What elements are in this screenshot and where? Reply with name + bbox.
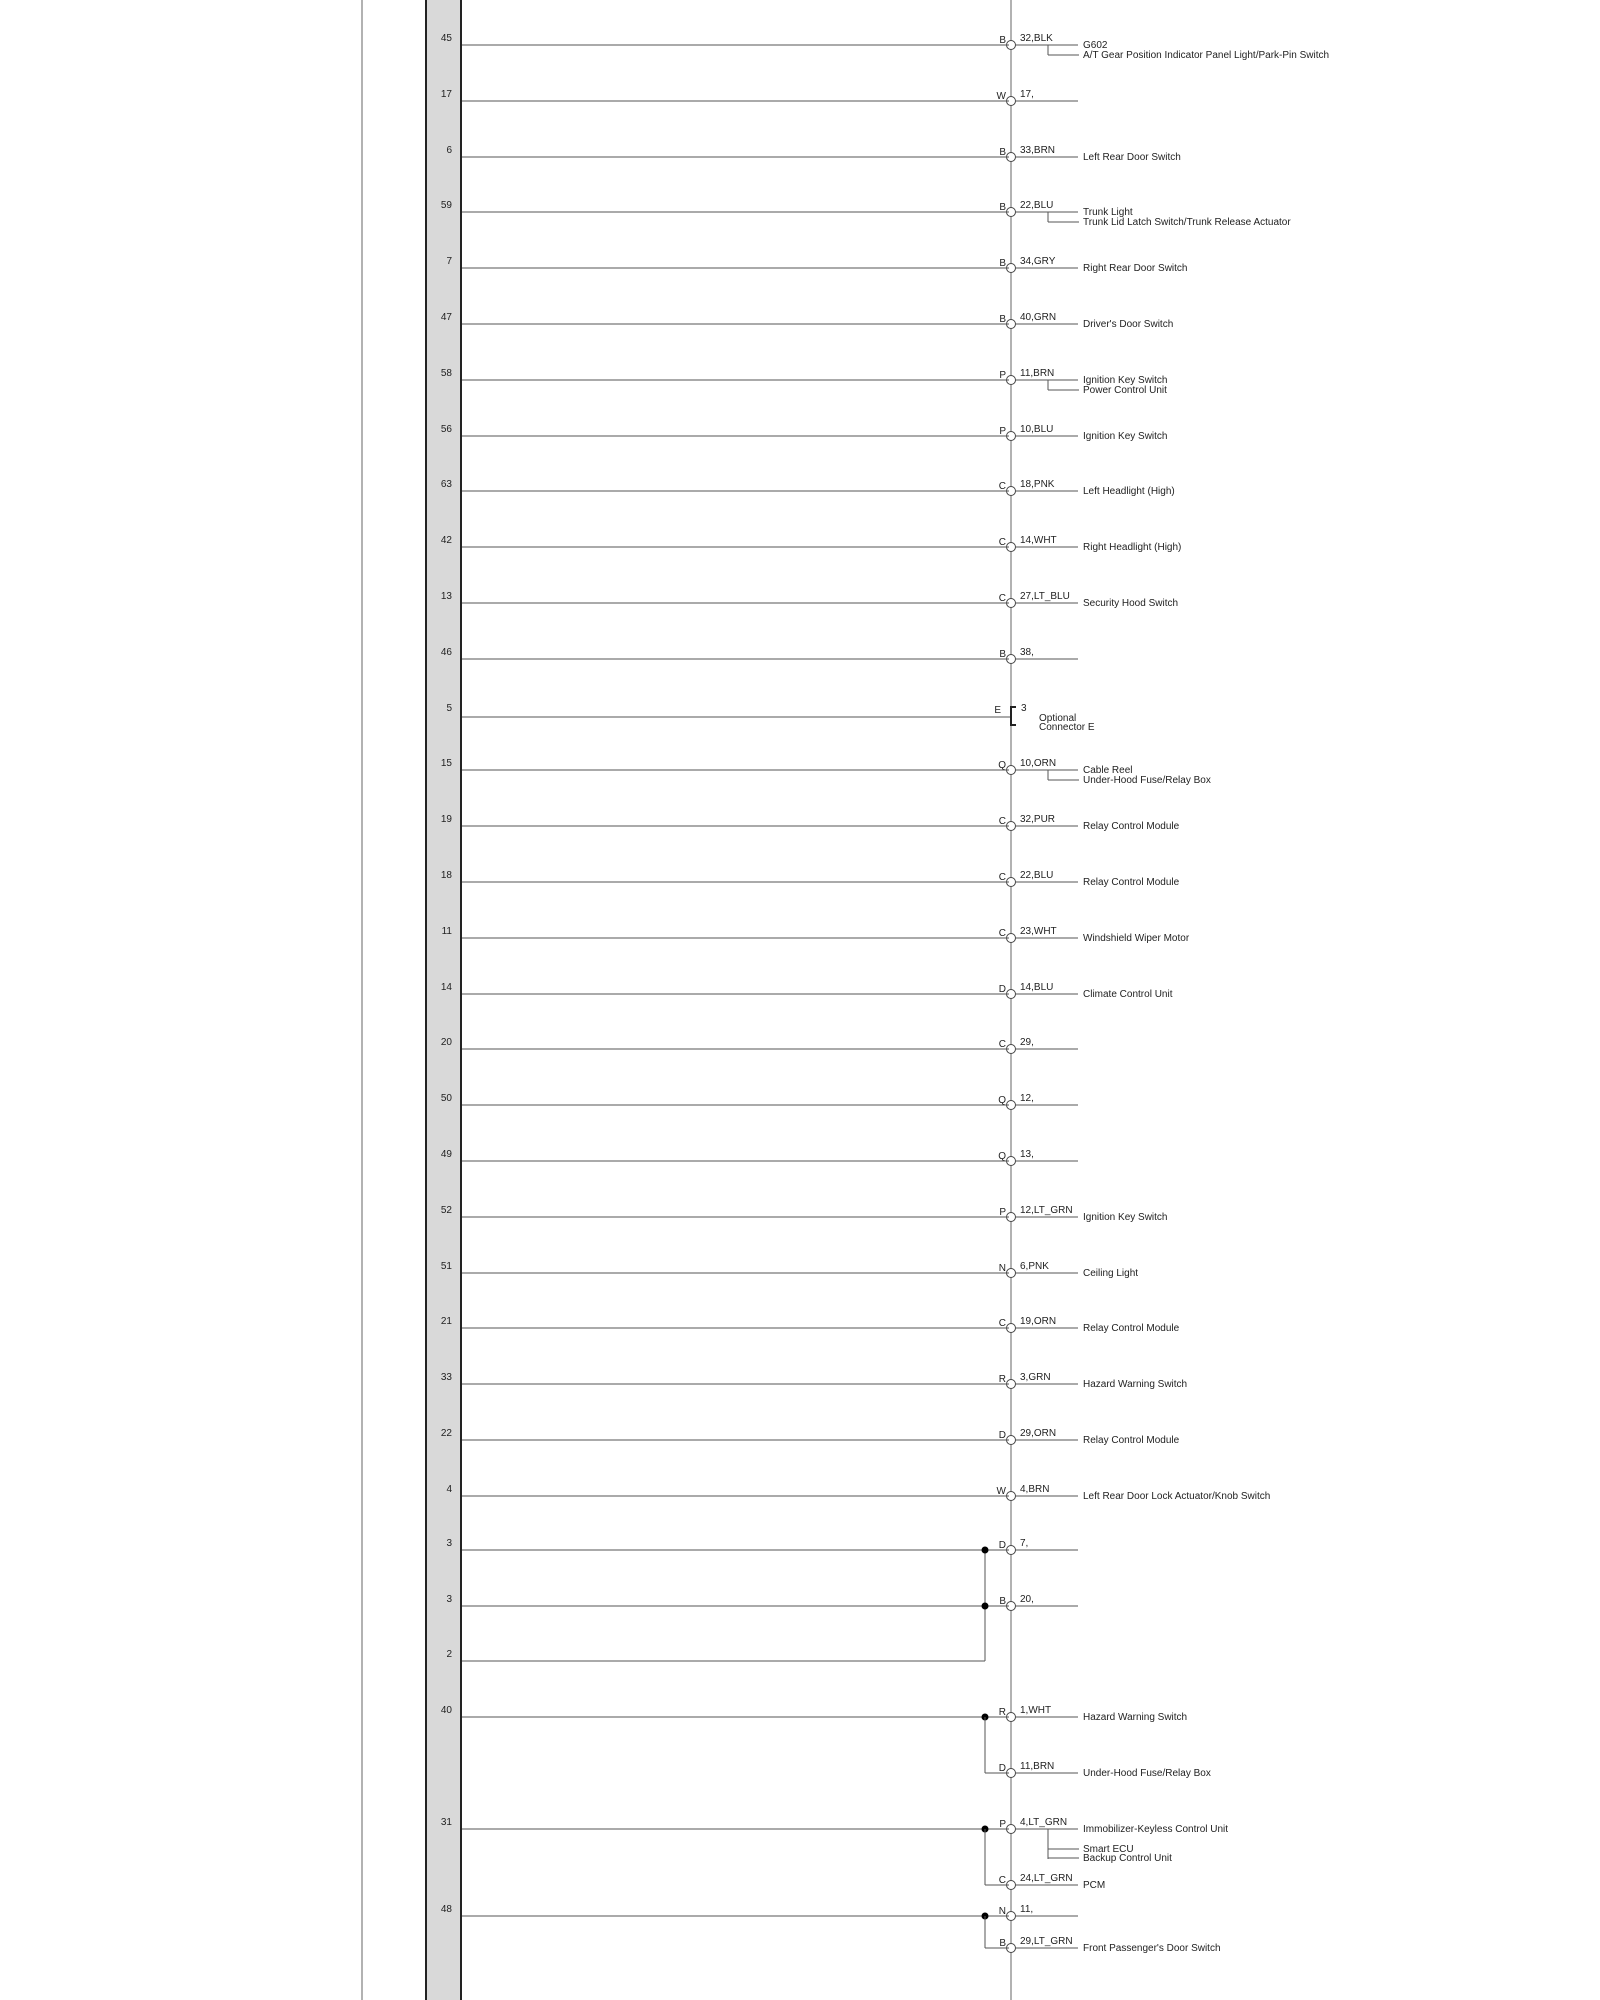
pin-number: 47 xyxy=(440,312,452,323)
connector-letter: B xyxy=(999,314,1006,325)
connector-letter: B xyxy=(999,649,1006,660)
connector-pin-color: 33,BRN xyxy=(1020,145,1056,156)
connector-letter: Q xyxy=(998,1095,1006,1106)
destination-label: Smart ECU xyxy=(1083,1844,1134,1855)
connector-pin-color: 22,BLU xyxy=(1020,870,1054,881)
destination-label: Under-Hood Fuse/Relay Box xyxy=(1083,775,1211,786)
connector-letter: B xyxy=(999,35,1006,46)
pin-number: 46 xyxy=(440,647,452,658)
pin-number: 17 xyxy=(440,89,452,100)
destination-label: Security Hood Switch xyxy=(1083,598,1179,609)
connector-pin-color: 3,GRN xyxy=(1020,1372,1051,1383)
pin-number: 5 xyxy=(446,703,452,714)
connector-letter: C xyxy=(998,816,1006,827)
connector-pin-color: 11,BRN xyxy=(1020,368,1055,379)
destination-label: Immobilizer-Keyless Control Unit xyxy=(1083,1824,1229,1835)
pin-number: 14 xyxy=(440,982,452,993)
destination-label: Left Rear Door Switch xyxy=(1083,152,1181,163)
destination-label: Left Headlight (High) xyxy=(1083,486,1175,497)
destination-label: Connector E xyxy=(1039,722,1095,733)
connector-pin-color: 1,WHT xyxy=(1020,1705,1052,1716)
connector-pin-color: 22,BLU xyxy=(1020,200,1054,211)
connector-letter: P xyxy=(999,1819,1006,1830)
connector-pin-color: 3 xyxy=(1021,703,1027,714)
destination-label: PCM xyxy=(1083,1880,1106,1891)
connector-pin-color: 23,WHT xyxy=(1020,926,1057,937)
destination-label: Trunk Light xyxy=(1083,207,1133,218)
connector-pin-color: 34,GRY xyxy=(1020,256,1056,267)
pin-number: 52 xyxy=(440,1205,452,1216)
connector-letter: D xyxy=(998,1540,1006,1551)
pin-number: 42 xyxy=(440,535,452,546)
connector-pin-color: 29,ORN xyxy=(1020,1428,1057,1439)
destination-label: Hazard Warning Switch xyxy=(1083,1379,1188,1390)
connector-pin-color: 11, xyxy=(1020,1904,1034,1915)
connector-letter: C xyxy=(998,481,1006,492)
connector-pin-color: 12,LT_GRN xyxy=(1020,1205,1073,1216)
pin-number: 49 xyxy=(440,1149,452,1160)
connector-letter: E xyxy=(994,705,1001,716)
destination-label: Relay Control Module xyxy=(1083,1435,1180,1446)
destination-label: Left Rear Door Lock Actuator/Knob Switch xyxy=(1083,1491,1271,1502)
destination-label: Ignition Key Switch xyxy=(1083,1212,1168,1223)
connector-pin-color: 32,PUR xyxy=(1020,814,1056,825)
connector-pin-color: 18,PNK xyxy=(1020,479,1055,490)
pin-number: 4 xyxy=(446,1484,452,1495)
destination-label: Ceiling Light xyxy=(1083,1268,1139,1279)
pin-number: 51 xyxy=(440,1261,452,1272)
connector-letter: N xyxy=(998,1263,1006,1274)
connector-pin-color: 17, xyxy=(1020,89,1034,100)
destination-label: Relay Control Module xyxy=(1083,877,1180,888)
connector-letter: D xyxy=(998,1430,1006,1441)
connector-pin-color: 27,LT_BLU xyxy=(1020,591,1070,602)
pin-number: 19 xyxy=(440,814,452,825)
connector-letter: C xyxy=(998,928,1006,939)
destination-label: Windshield Wiper Motor xyxy=(1083,933,1190,944)
optional-bracket xyxy=(1011,707,1016,725)
pin-number: 40 xyxy=(440,1705,452,1716)
connector-pin-color: 40,GRN xyxy=(1020,312,1057,323)
connector-pin-color: 13, xyxy=(1020,1149,1034,1160)
connector-pin-color: 6,PNK xyxy=(1020,1261,1049,1272)
destination-label: Cable Reel xyxy=(1083,765,1133,776)
splice-dot xyxy=(982,1547,989,1554)
connector-pin-color: 10,ORN xyxy=(1020,758,1057,769)
splice-dot xyxy=(982,1603,989,1610)
pin-number: 33 xyxy=(440,1372,452,1383)
pin-number: 63 xyxy=(440,479,452,490)
connector-pin-color: 29,LT_GRN xyxy=(1020,1936,1073,1947)
connector-letter: C xyxy=(998,1318,1006,1329)
pin-number: 50 xyxy=(440,1093,452,1104)
pin-number: 15 xyxy=(440,758,452,769)
connector-pin-color: 20, xyxy=(1020,1594,1034,1605)
destination-label: Front Passenger's Door Switch xyxy=(1083,1943,1221,1954)
control-unit-body xyxy=(426,0,461,2000)
pin-number: 21 xyxy=(440,1316,452,1327)
pin-number: 59 xyxy=(440,200,452,211)
connector-pin-color: 14,WHT xyxy=(1020,535,1057,546)
pin-number: 3 xyxy=(446,1538,452,1549)
connector-letter: B xyxy=(999,147,1006,158)
connector-letter: C xyxy=(998,872,1006,883)
connector-letter: N xyxy=(998,1906,1006,1917)
connector-pin-color: 14,BLU xyxy=(1020,982,1054,993)
connector-letter: C xyxy=(998,1875,1006,1886)
connector-pin-color: 10,BLU xyxy=(1020,424,1054,435)
destination-label: A/T Gear Position Indicator Panel Light/Park-Pin Switch xyxy=(1083,50,1330,61)
destination-label: Relay Control Module xyxy=(1083,821,1180,832)
pin-number: 20 xyxy=(440,1037,452,1048)
connector-letter: C xyxy=(998,593,1006,604)
pin-number: 6 xyxy=(446,145,452,156)
connector-pin-color: 7, xyxy=(1020,1538,1029,1549)
connector-letter: R xyxy=(998,1374,1006,1385)
connector-letter: Q xyxy=(998,760,1006,771)
connector-pin-color: 11,BRN xyxy=(1020,1761,1055,1772)
connector-letter: C xyxy=(998,537,1006,548)
connector-pin-color: 38, xyxy=(1020,647,1034,658)
pin-number: 2 xyxy=(446,1649,452,1660)
pin-number: 56 xyxy=(440,424,452,435)
pin-number: 31 xyxy=(440,1817,452,1828)
connector-letter: W xyxy=(996,91,1006,102)
pin-number: 45 xyxy=(440,33,452,44)
connector-letter: P xyxy=(999,370,1006,381)
connector-letter: D xyxy=(998,984,1006,995)
connector-pin-color: 12, xyxy=(1020,1093,1034,1104)
pin-number: 7 xyxy=(446,256,452,267)
pin-number: 22 xyxy=(440,1428,452,1439)
destination-label: Driver's Door Switch xyxy=(1083,319,1174,330)
destination-label: Hazard Warning Switch xyxy=(1083,1712,1188,1723)
destination-label: Backup Control Unit xyxy=(1083,1853,1172,1864)
connector-pin-color: 32,BLK xyxy=(1020,33,1053,44)
destination-label: Climate Control Unit xyxy=(1083,989,1173,1000)
connector-letter: P xyxy=(999,426,1006,437)
pin-number: 11 xyxy=(441,926,452,937)
pin-number: 48 xyxy=(440,1904,452,1915)
connector-letter: B xyxy=(999,1938,1006,1949)
pin-number: 3 xyxy=(446,1594,452,1605)
destination-label: Ignition Key Switch xyxy=(1083,431,1168,442)
destination-label: Ignition Key Switch xyxy=(1083,375,1168,386)
connector-letter: C xyxy=(998,1039,1006,1050)
destination-label: Right Rear Door Switch xyxy=(1083,263,1188,274)
connector-pin-color: 29, xyxy=(1020,1037,1034,1048)
destination-label: Right Headlight (High) xyxy=(1083,542,1182,553)
destination-label: Trunk Lid Latch Switch/Trunk Release Actuator xyxy=(1083,217,1291,228)
connector-pin-color: 4,LT_GRN xyxy=(1020,1817,1068,1828)
pin-number: 18 xyxy=(440,870,452,881)
connector-letter: P xyxy=(999,1207,1006,1218)
connector-letter: D xyxy=(998,1763,1006,1774)
pin-number: 13 xyxy=(440,591,452,602)
pin-number: 58 xyxy=(440,368,452,379)
connector-pin-color: 19,ORN xyxy=(1020,1316,1057,1327)
destination-label: Optional xyxy=(1039,713,1077,724)
connector-pin-color: 4,BRN xyxy=(1020,1484,1050,1495)
connector-letter: Q xyxy=(998,1151,1006,1162)
destination-label: Under-Hood Fuse/Relay Box xyxy=(1083,1768,1211,1779)
destination-label: Power Control Unit xyxy=(1083,385,1167,396)
connector-letter: W xyxy=(996,1486,1006,1497)
connector-letter: B xyxy=(999,1596,1006,1607)
connector-letter: B xyxy=(999,202,1006,213)
connector-letter: B xyxy=(999,258,1006,269)
connector-letter: R xyxy=(998,1707,1006,1718)
connector-pin-color: 24,LT_GRN xyxy=(1020,1873,1073,1884)
destination-label: Relay Control Module xyxy=(1083,1323,1180,1334)
destination-label: G602 xyxy=(1083,40,1108,51)
